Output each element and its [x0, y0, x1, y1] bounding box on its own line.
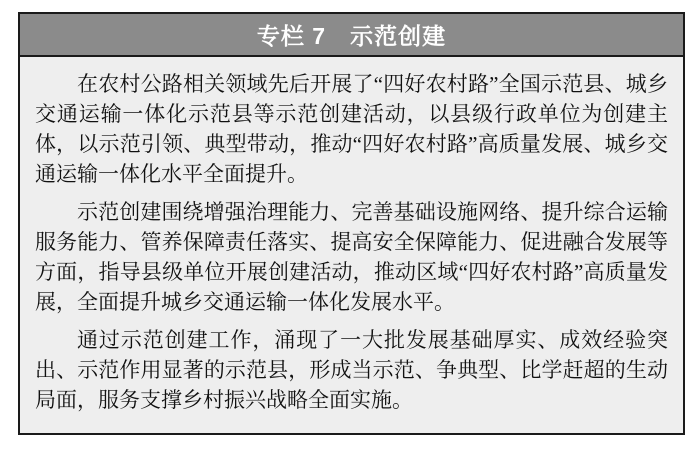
- paragraph-3: 通过示范创建工作，涌现了一大批发展基础厚实、成效经验突出、示范作用显著的示范县，形成当示范、争典型、比学赶超的生动局面，服务支撑乡村振兴战略全面实施。: [35, 328, 668, 412]
- callout-body: [20, 57, 683, 415]
- paragraph-1: 在农村公路相关领域先后开展了“四好农村路”全国示范县、城乡交通运输一体化示范县等示范创建活动，以县级行政单位为创建主体，以示范引领、典型带动，推动“四好农村路”高质量发展、城乡交通运输一体化水平全面提升。: [35, 72, 668, 186]
- callout-box: [18, 12, 685, 435]
- callout-header: [20, 14, 683, 57]
- paragraph-2: 示范创建围绕增强治理能力、完善基础设施网络、提升综合运输服务能力、管养保障责任落实、提高安全保障能力、促进融合发展等方面，指导县级单位开展创建活动，推动区域“四好农村路”高质量发展，全面提升城乡交通运输一体化发展水平。: [35, 200, 668, 314]
- callout-title: 专栏 7 示范创建: [256, 23, 447, 49]
